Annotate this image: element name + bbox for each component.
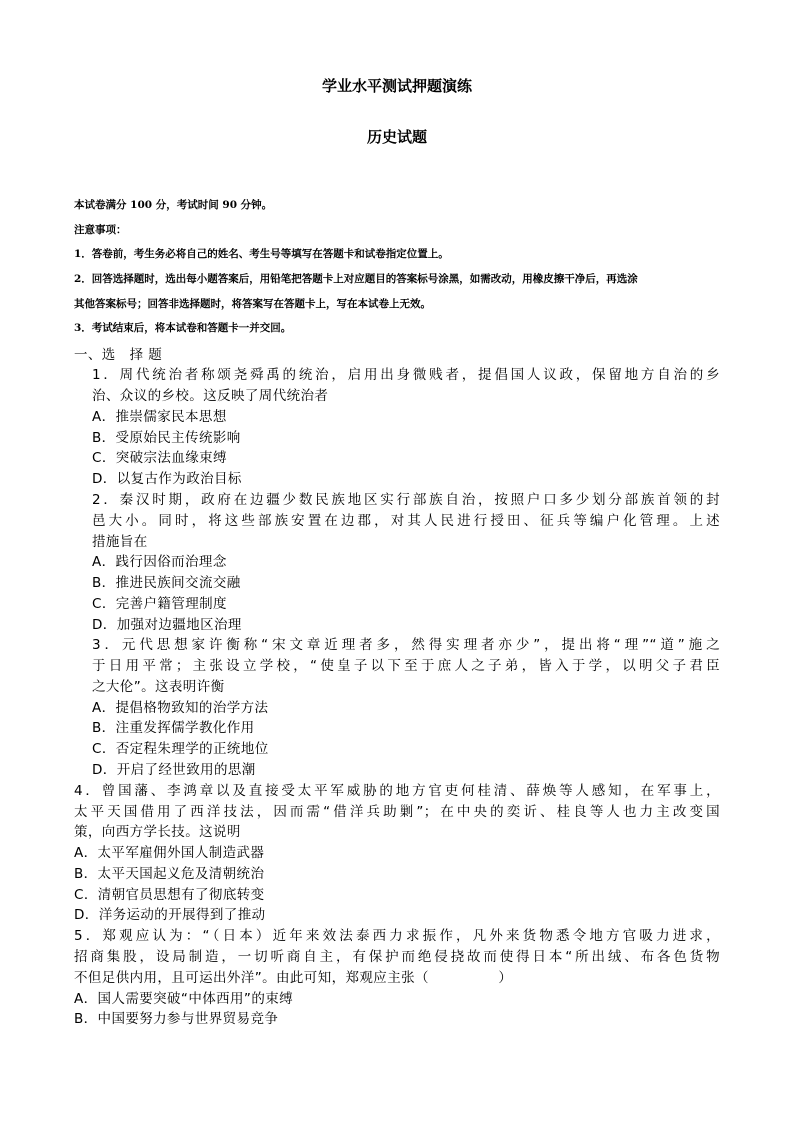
question-5-line-2: 招商集股，设局制造，一切听商自主，有保护而绝侵挠故而使得日本“所出绒、布各色货物 — [74, 949, 720, 965]
notice-item-2-line-1: 2．回答选择题时，选出每小题答案后，用铅笔把答题卡上对应题目的答案标号涂黑，如需改动，用橡皮擦干净后，再选涂 — [74, 273, 638, 285]
question-4-option-a: A．太平军雇佣外国人制造武器 — [74, 845, 265, 861]
question-3-option-c: C．否定程朱理学的正统地位 — [92, 741, 269, 757]
question-2-line-1: 2．秦汉时期，政府在边疆少数民族地区实行部族自治，按照户口多少划分部族首领的封 — [92, 492, 720, 508]
question-3-line-2: 于日用平常；主张设立学校，“使皇子以下至于庶人之子弟，皆入于学，以明父子君臣 — [92, 658, 720, 674]
question-1-option-d: D．以复古作为政治目标 — [92, 471, 242, 487]
question-5-option-a: A．国人需要突破“中体西用”的束缚 — [74, 991, 294, 1007]
question-2-line-2: 邑大小。同时，将这些部族安置在边郡，对其人民进行授田、征兵等编户化管理。上述 — [92, 513, 720, 529]
notice-heading: 注意事项： — [74, 224, 127, 236]
question-2-option-c: C．完善户籍管理制度 — [92, 596, 227, 612]
score-line: 本试卷满分 100 分，考试时间 90 分钟。 — [74, 199, 273, 211]
question-1-line-2: 治、众议的乡校。这反映了周代统治者 — [92, 388, 329, 404]
exam-subtitle: 历史试题 — [366, 128, 427, 146]
question-4-option-d: D．洋务运动的开展得到了推动 — [74, 907, 266, 923]
section-heading: 一、选 择 题 — [74, 347, 163, 363]
exam-title: 学业水平测试押题演练 — [321, 77, 472, 95]
question-5-option-b: B．中国要努力参与世界贸易竞争 — [74, 1011, 279, 1027]
question-3-option-a: A．提倡格物致知的治学方法 — [92, 700, 269, 716]
question-2-line-3: 措施旨在 — [92, 534, 148, 550]
question-4-line-3: 策，向西方学长技。这说明 — [74, 824, 241, 840]
question-4-line-1: 4．曾国藩、李鸿章以及直接受太平军威胁的地方官吏何桂清、薛焕等人感知，在军事上， — [74, 783, 720, 799]
question-4-option-b: B．太平天国起义危及清朝统治 — [74, 866, 265, 882]
notice-item-1: 1．答卷前，考生务必将自己的姓名、考生号等填写在答题卡和试卷指定位置上。 — [74, 248, 449, 260]
question-3-option-d: D．开启了经世致用的思潮 — [92, 762, 256, 778]
question-5-line-1: 5．郑观应认为：“（日本）近年来效法泰西力求振作，凡外来货物悉令地方官吸力进求， — [74, 928, 720, 944]
notice-item-2-line-2: 其他答案标号；回答非选择题时，将答案写在答题卡上，写在本试卷上无效。 — [74, 298, 431, 310]
question-5-line-3: 不但足供内用，且可运出外洋”。由此可知，郑观应主张（ ） — [74, 970, 513, 986]
question-1-option-c: C．突破宗法血缘束缚 — [92, 450, 227, 466]
question-3-option-b: B．注重发挥儒学教化作用 — [92, 720, 255, 736]
question-3-line-3: 之大伦”。这表明许衡 — [92, 679, 225, 695]
question-2-option-a: A．践行因俗而治理念 — [92, 554, 227, 570]
question-4-line-2: 太平天国借用了西洋技法，因而需“借洋兵助剿”；在中央的奕䜣、桂良等人也力主改变国 — [74, 804, 720, 820]
question-2-option-d: D．加强对边疆地区治理 — [92, 617, 242, 633]
question-4-option-c: C．清朝官员思想有了彻底转变 — [74, 887, 265, 903]
question-1-option-b: B．受原始民主传统影响 — [92, 430, 241, 446]
question-1-option-a: A．推崇儒家民本思想 — [92, 409, 227, 425]
question-2-option-b: B．推进民族间交流交融 — [92, 575, 241, 591]
question-1-line-1: 1．周代统治者称颂尧舜禹的统治，启用出身微贱者，提倡国人议政，保留地方自治的乡 — [92, 367, 720, 383]
question-3-line-1: 3．元代思想家许衡称“宋文章近理者多，然得实理者亦少”，提出将“理”“道”施之 — [92, 637, 720, 653]
notice-item-3: 3．考试结束后，将本试卷和答题卡一并交回。 — [74, 322, 292, 334]
